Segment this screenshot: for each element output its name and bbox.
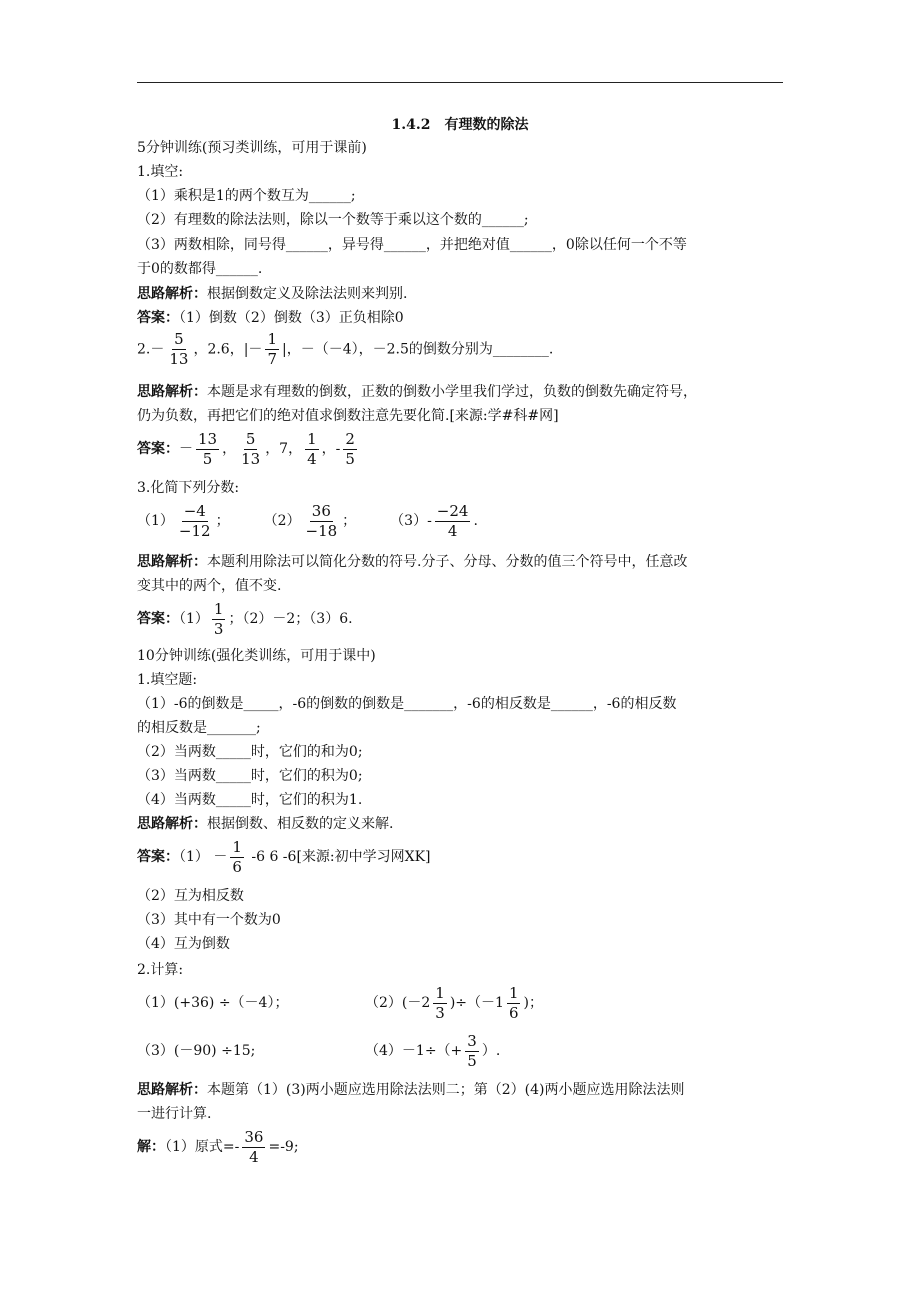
fraction: $\frac{5}{13}$: [169, 330, 189, 368]
q5-hint-1: 思路解析：本题第（1）(3)两小题应选用除法法则二；第（2）(4)两小题应选用除法法则: [137, 1082, 685, 1098]
q2-mid: ，2.6，|－: [193, 341, 263, 358]
q1-item-3-cont: 于0的数都得______.: [137, 261, 263, 277]
fraction: $\frac{3}{5}$: [467, 1031, 477, 1070]
q3-items: （1） $\frac{-4}{-12}$ ； （2） $\frac{36}{-18}$ ； （3）- $\frac{-24}{4}$ .: [137, 501, 478, 540]
section-heading-10min: 10分钟训练(强化类训练，可用于课中): [137, 648, 376, 664]
q2-suffix: |，－（－4），－2.5的倒数分别为________.: [281, 341, 554, 358]
fraction: $\frac{36}{4}$: [244, 1127, 264, 1166]
q5-solution: 解：（1）原式=- $\frac{36}{4}$ =-9;: [137, 1127, 299, 1166]
q2-hint-2: 仍为负数，再把它们的绝对值求倒数注意先要化简.[来源:学#科#网]: [137, 408, 559, 424]
q3-answer: 答案：（1） $\frac{1}{3}$ ；（2）－2；（3）6.: [137, 599, 353, 638]
q5-hint-2: 一进行计算.: [137, 1106, 212, 1122]
q1-item-2: （2）有理数的除法法则，除以一个数等于乘以这个数的______;: [137, 212, 529, 228]
q1-item-3: （3）两数相除，同号得______，异号得______，并把绝对值______，0除以任何一个不等: [137, 237, 687, 253]
q2-hint-1: [137, 382, 697, 402]
answer-label: 答案：: [137, 441, 179, 457]
q4-label: 1.填空题:: [137, 672, 198, 688]
q5-row-1: （1）(+36) ÷（－4）； （2）(－2 $\frac{1}{3}$ )÷（－1 $\frac{1}{6}$ )；: [137, 982, 543, 1024]
q1-item-1: （1）乘积是1的两个数互为______;: [137, 188, 356, 204]
q4-item-2: （2）当两数_____时，它们的和为0;: [137, 744, 363, 760]
fraction: $\frac{1}{3}$: [213, 599, 224, 638]
q4-answer-2: （2）互为相反数: [137, 888, 244, 904]
hint-label: 思路解析：: [137, 816, 207, 832]
hint-text: 根据倒数定义及除法法则来判别.: [207, 286, 408, 302]
hint-label: 思路解析：: [137, 554, 207, 570]
q1-answer: [137, 308, 404, 328]
q4-item-1: （1）-6的倒数是_____，-6的倒数的倒数是_______，-6的相反数是______，-6的相反数: [137, 696, 677, 712]
fraction: $\frac{1}{3}$: [435, 983, 445, 1022]
q3-label: 3.化简下列分数:: [137, 480, 240, 496]
answer-label: 答案：: [137, 611, 179, 627]
q4-answer: 答案：（1） － $\frac{1}{6}$ -6 6 -6[来源:初中学习网XK]: [137, 837, 431, 876]
hint-label: 思路解析：: [137, 1082, 207, 1098]
fraction: $\frac{36}{-18}$: [305, 501, 338, 540]
header-rule: [137, 82, 783, 83]
answer-text: （1）倒数（2）倒数（3）正负相除0: [179, 310, 404, 326]
fraction: $\frac{-4}{-12}$: [178, 501, 211, 540]
q4-item-4: （4）当两数_____时，它们的积为1.: [137, 792, 363, 808]
q1-hint: [137, 284, 407, 304]
q4-hint: 思路解析：根据倒数、相反数的定义来解.: [137, 816, 394, 832]
hint-text: 本题是求有理数的倒数，正数的倒数小学里我们学过，负数的倒数先确定符号，: [207, 384, 697, 400]
page-title: 1.4.2 有理数的除法: [391, 117, 529, 133]
answer-label: 答案：: [137, 310, 179, 326]
fraction: $\frac{5}{13}$: [241, 429, 261, 468]
fraction: $\frac{1}{4}$: [307, 429, 317, 468]
solution-label: 解：: [137, 1139, 165, 1155]
q2-question: [137, 330, 553, 369]
section-heading-5min: 5分钟训练(预习类训练，可用于课前): [137, 140, 367, 156]
q5-row-2: （3）(－90) ÷15; （4）－1÷（+ $\frac{3}{5}$ ）.: [137, 1030, 500, 1072]
q2-prefix: 2.－: [137, 341, 165, 358]
fraction: $\frac{13}{5}$: [198, 429, 218, 468]
q4-item-1-cont: 的相反数是_______;: [137, 720, 261, 736]
q3-hint-1: 思路解析：本题利用除法可以简化分数的符号.分子、分母、分数的值三个符号中，任意改: [137, 554, 688, 570]
answer-label: 答案：: [137, 849, 179, 865]
q2-answer: 答案：－ $\frac{13}{5}$ ， $\frac{5}{13}$ ，7， $\frac{1}{4}$ ，- $\frac{2}{5}$: [137, 429, 355, 468]
fraction: $\frac{1}{7}$: [267, 330, 277, 368]
hint-label: 思路解析：: [137, 384, 207, 400]
q4-answer-4: （4）互为倒数: [137, 936, 230, 952]
q4-item-3: （3）当两数_____时，它们的积为0;: [137, 768, 363, 784]
fraction: $\frac{-24}{4}$: [436, 501, 469, 540]
fraction: $\frac{1}{6}$: [232, 837, 242, 876]
q3-hint-2: 变其中的两个，值不变.: [137, 578, 282, 594]
calc-1: （1）(+36) ÷（－4）；: [137, 995, 289, 1011]
q5-label: 2.计算:: [137, 962, 184, 978]
hint-label: 思路解析：: [137, 286, 207, 302]
q1-label: 1.填空:: [137, 164, 184, 180]
fraction: $\frac{2}{5}$: [345, 429, 355, 468]
calc-3: （3）(－90) ÷15;: [137, 1043, 256, 1059]
fraction: $\frac{1}{6}$: [508, 983, 519, 1022]
q4-answer-3: （3）其中有一个数为0: [137, 912, 281, 928]
